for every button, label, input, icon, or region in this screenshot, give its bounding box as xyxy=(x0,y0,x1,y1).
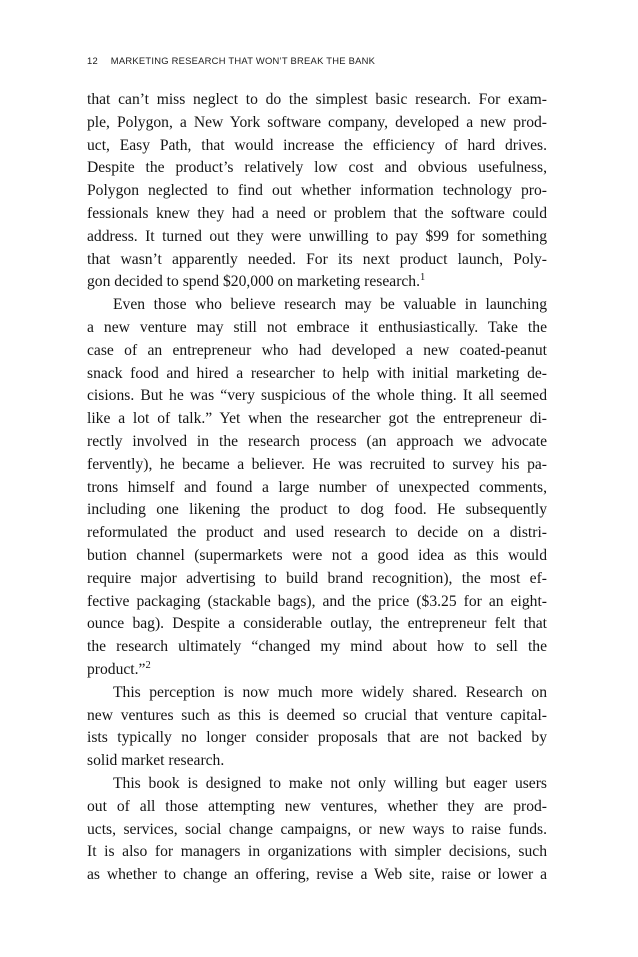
text-line-content: Polygon neglected to find out whether information technology pro- xyxy=(87,182,547,200)
text-line-content: case of an entrepreneur who had developed a new coated-peanut xyxy=(87,341,547,359)
text-line-content: address. It turned out they were unwilling to pay $99 for something xyxy=(87,227,547,245)
text-line-content: fective packaging (stackable bags), and the price ($3.25 for an eight- xyxy=(87,592,547,610)
text-line xyxy=(87,864,547,887)
body-text xyxy=(87,89,547,887)
text-line xyxy=(87,727,547,750)
text-line-content: as whether to change an offering, revise a Web site, raise or lower a xyxy=(87,866,547,884)
text-line xyxy=(87,636,547,659)
footnote-marker: 2 xyxy=(145,660,151,672)
text-line-content: new ventures such as this is deemed so crucial that venture capital- xyxy=(87,706,547,724)
text-line xyxy=(87,705,547,728)
text-line xyxy=(87,317,547,340)
text-line-content: trons himself and found a large number of unexpected comments, xyxy=(87,478,547,496)
text-line-content: This book is designed to make not only willing but eager users xyxy=(113,774,547,792)
text-line xyxy=(87,568,547,591)
text-line-content: snack food and hired a researcher to help with initial marketing de- xyxy=(87,364,547,382)
text-line xyxy=(87,454,547,477)
text-line-content: This perception is now much more widely shared. Research on xyxy=(113,683,547,701)
text-line xyxy=(87,431,547,454)
text-line-content: like a lot of talk.” Yet when the researcher got the entrepreneur di- xyxy=(87,410,547,428)
text-line-content: reformulated the product and used research to decide on a distri- xyxy=(87,524,547,542)
text-line-content: gon decided to spend $20,000 on marketing research. xyxy=(87,273,421,291)
text-line-content: Despite the product’s relatively low cost and obvious usefulness, xyxy=(87,159,547,177)
text-line-content: Even those who believe research may be valuable in launching xyxy=(113,296,547,314)
text-line xyxy=(87,819,547,842)
text-line-content: ounce bag). Despite a considerable outlay, the entrepreneur felt that xyxy=(87,615,547,633)
text-line-content: ple, Polygon, a New York software company, developed a new prod- xyxy=(87,113,547,131)
text-line-content: uct, Easy Path, that would increase the efficiency of hard drives. xyxy=(87,136,547,154)
text-line-content: the research ultimately “changed my mind about how to sell the xyxy=(87,638,547,656)
text-line xyxy=(87,203,547,226)
page-number: 12 xyxy=(87,55,98,66)
text-line-content: require major advertising to build brand recognition), the most ef- xyxy=(87,569,547,587)
text-line xyxy=(87,180,547,203)
text-line-content: out of all those attempting new ventures, whether they are prod- xyxy=(87,797,547,815)
text-line-content: ucts, services, social change campaigns, or new ways to raise funds. xyxy=(87,820,547,838)
text-line xyxy=(87,363,547,386)
text-line xyxy=(87,157,547,180)
text-line xyxy=(87,385,547,408)
text-line-content: solid market research. xyxy=(87,752,225,770)
text-line xyxy=(87,408,547,431)
text-line xyxy=(87,226,547,249)
text-line xyxy=(87,659,547,682)
text-line xyxy=(87,294,547,317)
text-line xyxy=(87,271,547,294)
text-line xyxy=(87,522,547,545)
text-line-content: fessionals knew they had a need or problem that the software could xyxy=(87,204,547,222)
text-line-content: ists typically no longer consider proposals that are not backed by xyxy=(87,729,547,747)
text-line xyxy=(87,340,547,363)
text-line-content: bution channel (supermarkets were not a good idea as this would xyxy=(87,546,547,564)
text-line-content: that can’t miss neglect to do the simplest basic research. For exam- xyxy=(87,91,547,108)
text-line-content: cisions. But he was “very suspicious of the whole thing. It all seemed xyxy=(87,387,547,405)
footnote-marker: 1 xyxy=(420,272,426,284)
text-line xyxy=(87,545,547,568)
text-line-content: product.” xyxy=(87,660,146,678)
text-line xyxy=(87,796,547,819)
text-line xyxy=(87,249,547,272)
text-line xyxy=(87,750,547,773)
text-line xyxy=(87,773,547,796)
running-head xyxy=(87,55,557,66)
text-line xyxy=(87,841,547,864)
text-line xyxy=(87,499,547,522)
text-line xyxy=(87,112,547,135)
text-line xyxy=(87,591,547,614)
text-line xyxy=(87,89,547,112)
text-line xyxy=(87,613,547,636)
text-line-content: including one likening the product to dog food. He subsequently xyxy=(87,501,547,519)
text-line-content: a new venture may still not embrace it enthusiastically. Take the xyxy=(87,318,547,336)
running-title: MARKETING RESEARCH THAT WON’T BREAK THE BANK xyxy=(110,55,376,66)
text-line xyxy=(87,477,547,500)
text-line-content: It is also for managers in organizations with simpler decisions, such xyxy=(87,843,547,861)
text-line xyxy=(87,682,547,705)
text-line xyxy=(87,135,547,158)
text-line-content: fervently), he became a believer. He was recruited to survey his pa- xyxy=(87,455,547,473)
text-line-content: rectly involved in the research process (an approach we advocate xyxy=(87,432,547,450)
text-line-content: that wasn’t apparently needed. For its next product launch, Poly- xyxy=(87,250,547,268)
